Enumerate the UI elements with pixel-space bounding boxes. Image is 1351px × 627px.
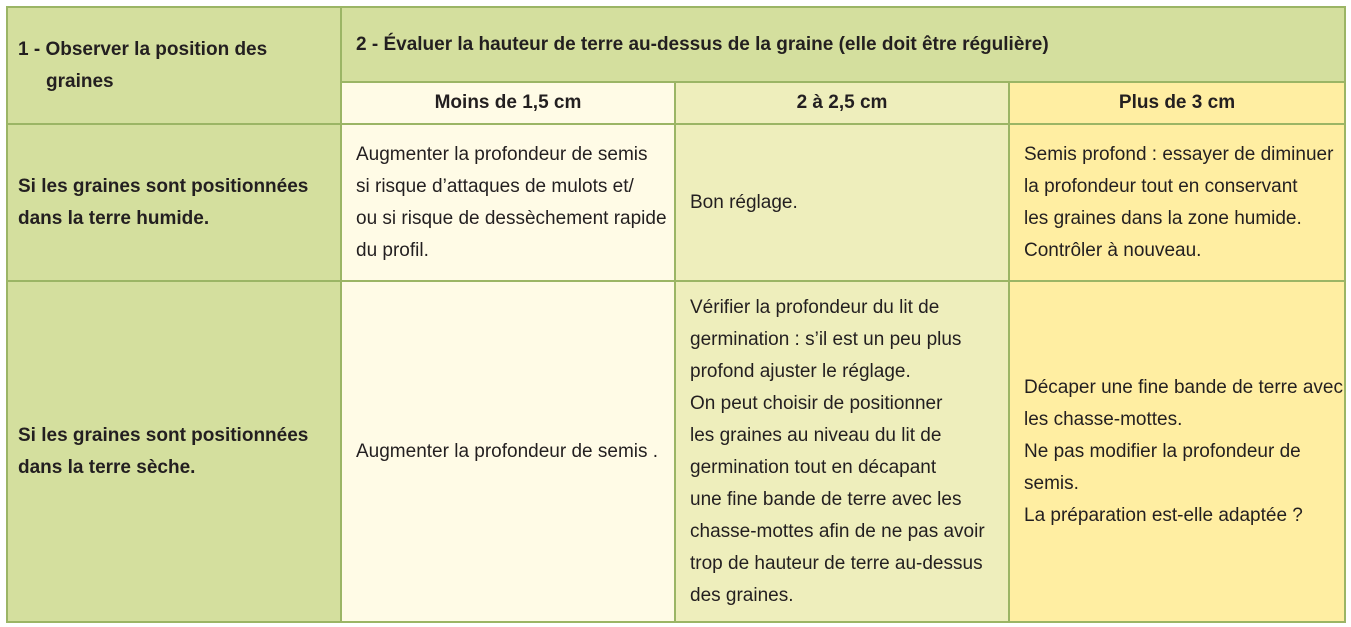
cell-line: trop de hauteur de terre au-dessus <box>690 552 983 574</box>
row-label-line: dans la terre humide. <box>18 207 210 229</box>
cell-line: On peut choisir de positionner <box>690 392 943 414</box>
cell-line: Contrôler à nouveau. <box>1024 239 1202 261</box>
column-header-more-than-3cm: Plus de 3 cm <box>1009 82 1345 124</box>
cell-line: Vérifier la profondeur du lit de <box>690 296 940 318</box>
cell-line: une fine bande de terre avec les <box>690 488 962 510</box>
cell-dry-more-than-3cm <box>1009 281 1345 622</box>
column-header-less-than-1-5cm: Moins de 1,5 cm <box>341 82 675 124</box>
row-label-line: Si les graines sont positionnées <box>18 175 309 197</box>
cell-line: du profil. <box>356 239 429 261</box>
cell-line: germination : s’il est un peu plus <box>690 328 962 350</box>
cell-line: les graines dans la zone humide. <box>1024 207 1302 229</box>
cell-line: la profondeur tout en conservant <box>1024 175 1298 197</box>
cell-humid-more-than-3cm <box>1009 124 1345 281</box>
row-label-dry-soil <box>7 281 341 622</box>
cell-line: les chasse-mottes. <box>1024 408 1183 430</box>
table-row-dry-soil <box>7 281 1345 622</box>
cell-line: Décaper une fine bande de terre avec <box>1024 376 1343 398</box>
cell-line: si risque d’attaques de mulots et/ <box>356 175 634 197</box>
cell-line: Augmenter la profondeur de semis . <box>356 440 659 462</box>
table-row-humid-soil <box>7 124 1345 281</box>
cell-line: Semis profond : essayer de diminuer <box>1024 143 1334 165</box>
seeding-depth-table <box>6 6 1346 623</box>
cell-line: Bon réglage. <box>690 191 798 213</box>
cell-line: les graines au niveau du lit de <box>690 424 942 446</box>
row-label-humid-soil <box>7 124 341 281</box>
cell-line: La préparation est-elle adaptée ? <box>1024 504 1303 526</box>
cell-line: profond ajuster le réglage. <box>690 360 911 382</box>
cell-dry-less-than-1-5cm <box>341 281 675 622</box>
row-label-line: Si les graines sont positionnées <box>18 424 309 446</box>
observe-header-line: graines <box>46 70 114 92</box>
column-header-2-to-2-5cm: 2 à 2,5 cm <box>675 82 1009 124</box>
evaluate-height-header: 2 - Évaluer la hauteur de terre au-dessus de la graine (elle doit être régulière) <box>341 7 1345 82</box>
cell-line: des graines. <box>690 584 794 606</box>
cell-line: Augmenter la profondeur de semis <box>356 143 648 165</box>
row-label-line: dans la terre sèche. <box>18 456 196 478</box>
cell-line: germination tout en décapant <box>690 456 937 478</box>
cell-line: ou si risque de dessèchement rapide <box>356 207 667 229</box>
header-row <box>7 7 1345 82</box>
cell-dry-2-to-2-5cm <box>675 281 1009 622</box>
cell-humid-less-than-1-5cm <box>341 124 675 281</box>
cell-line: chasse-mottes afin de ne pas avoir <box>690 520 985 542</box>
cell-line: Ne pas modifier la profondeur de <box>1024 440 1301 462</box>
cell-line: semis. <box>1024 472 1079 494</box>
observe-header-line: 1 - Observer la position des <box>18 38 268 60</box>
observe-position-header <box>7 7 341 124</box>
cell-humid-2-to-2-5cm <box>675 124 1009 281</box>
